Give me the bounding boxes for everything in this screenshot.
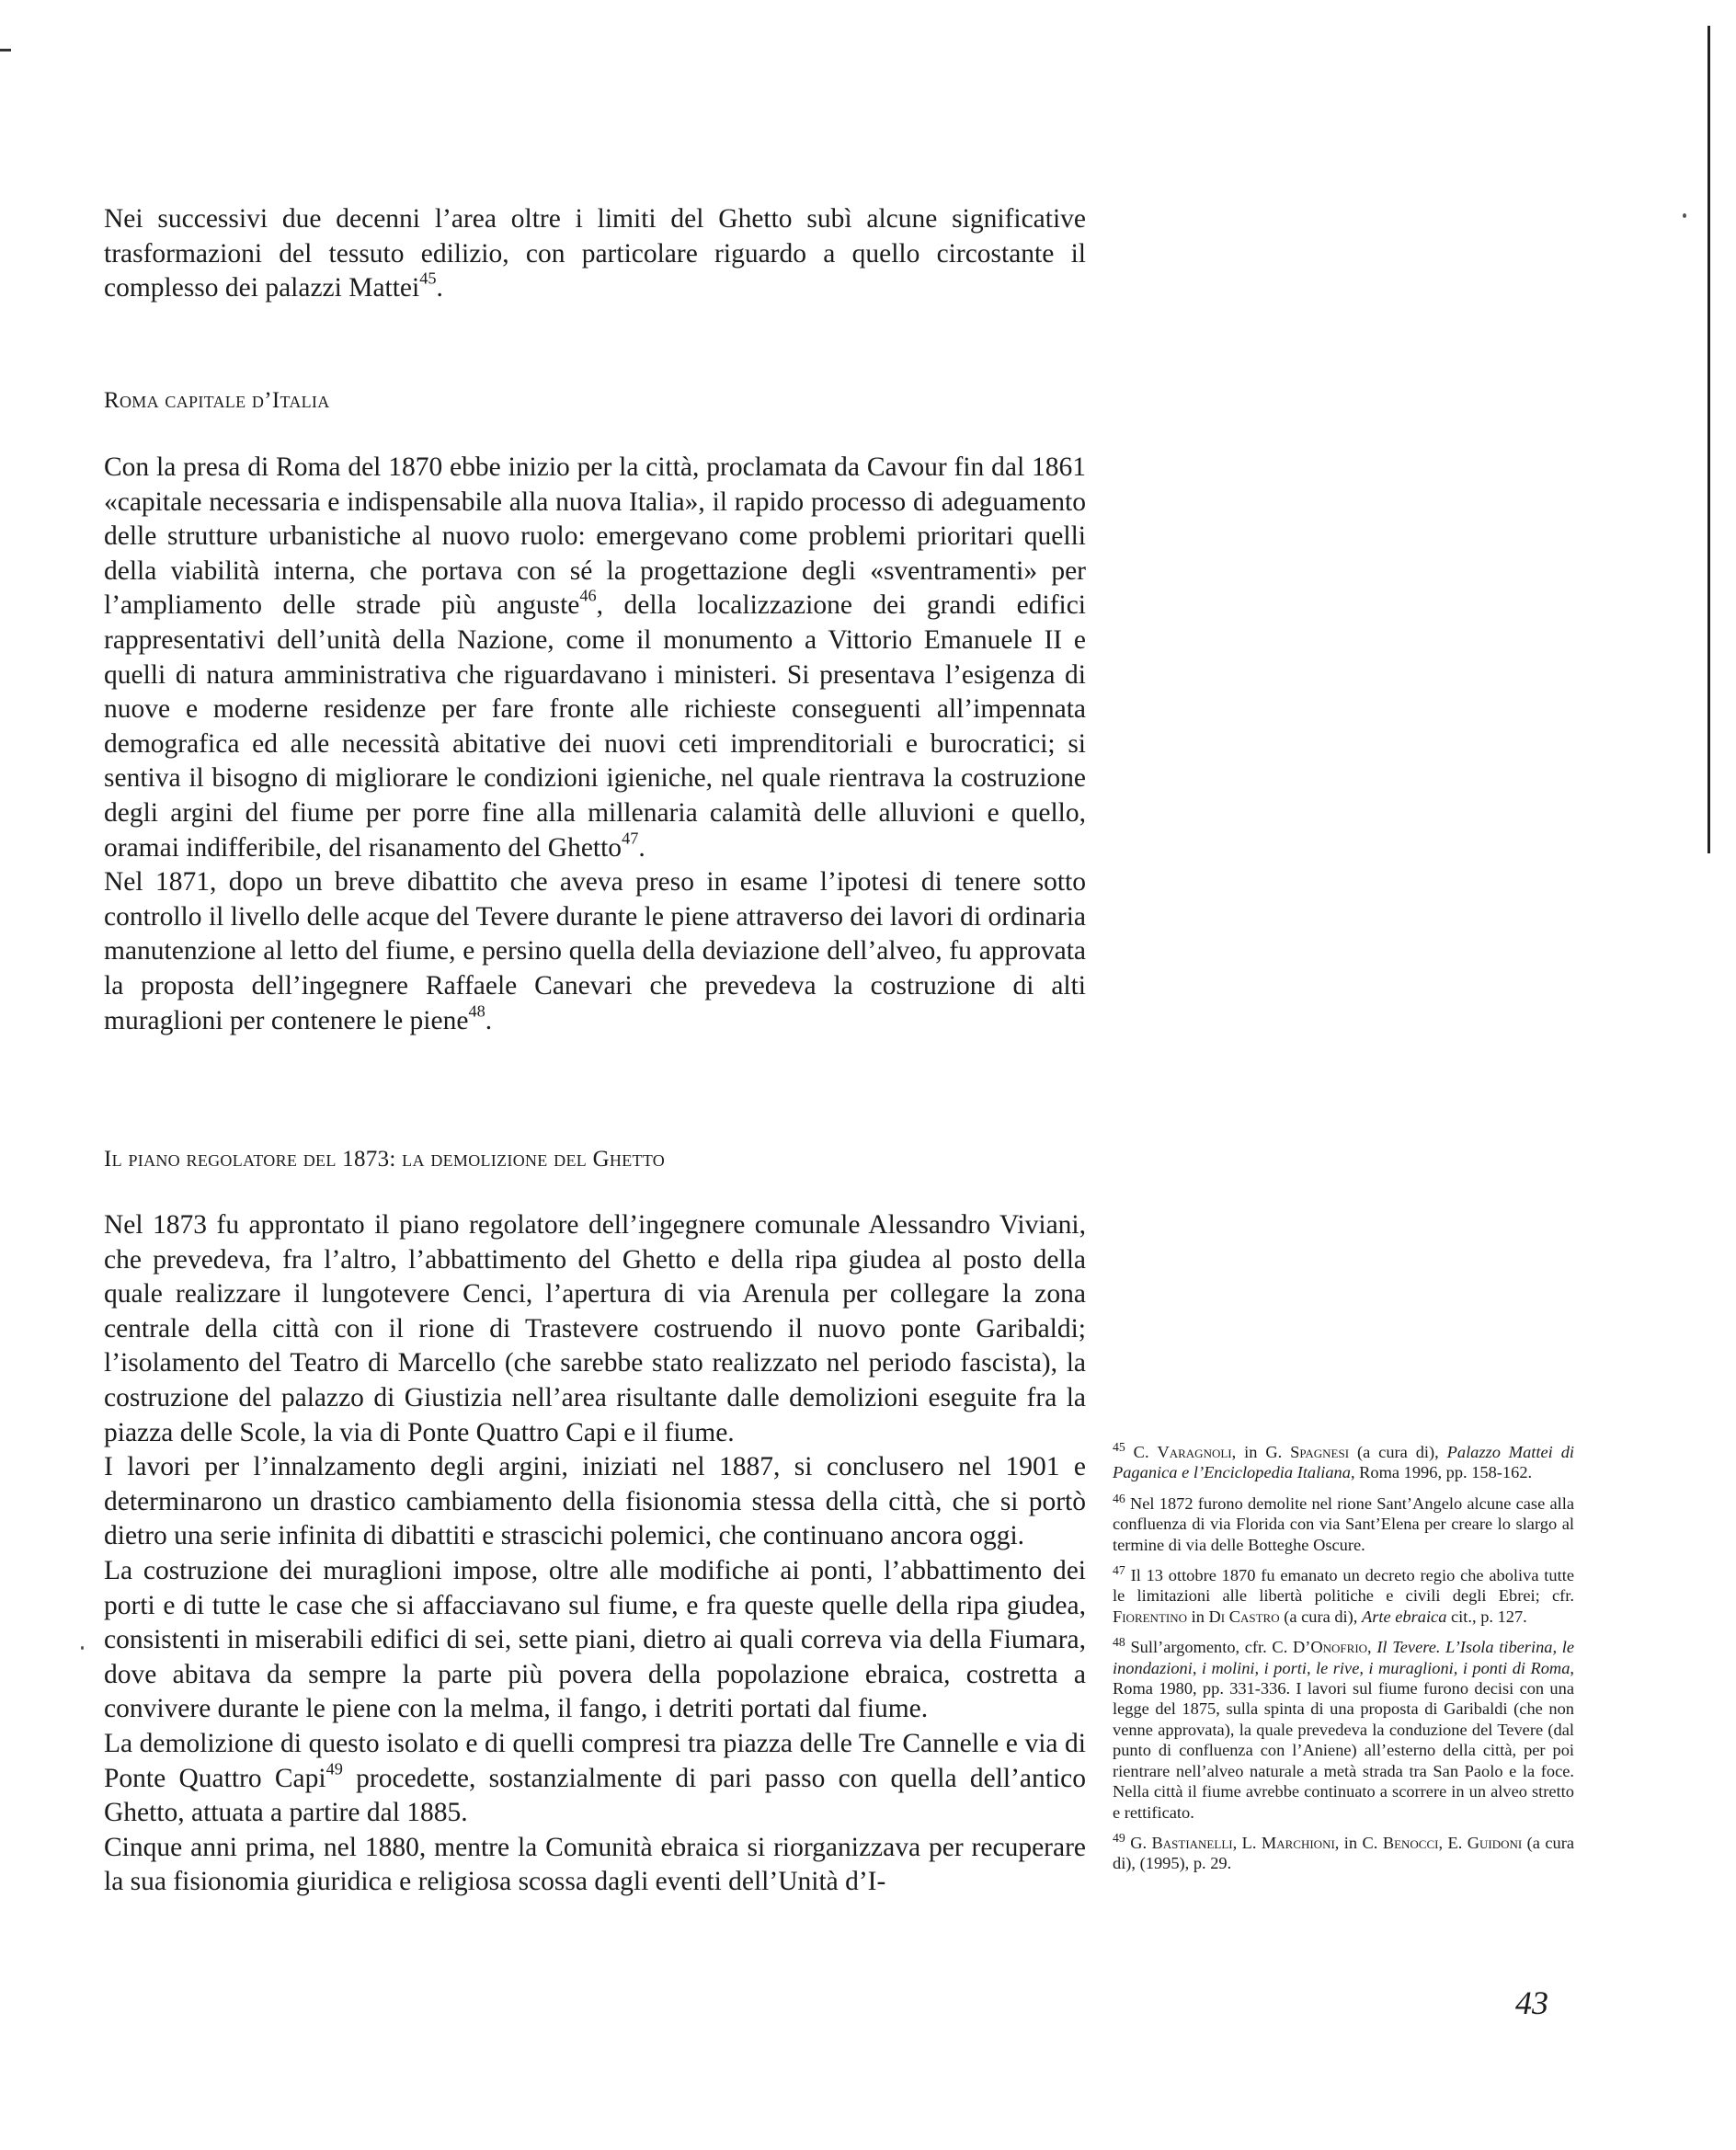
paragraph: La costruzione dei muraglioni impose, oltre alle modifiche ai ponti, l’abbattimento dei porti e di tutte le case che si affacciavano sul fiume, e fra queste quelle della ripa giudea, consistenti in miserabili edifici di sei, sette piani, dietro ai quali correva via della Fiumara, dove abitava da sempre la parte più povera della popolazione ebraica, costretta a convivere durante le piene con la melma, il fango, i detriti portati dal fiume. — [104, 1555, 1086, 1724]
intro-paragraph: Nei successivi due decenni l’area oltre i limiti del Ghetto subì alcune significative trasformazioni del tessuto edilizio, con particolare riguardo a quello circostante il complesso dei palazzi Mattei$^{45}$. — [104, 204, 1086, 303]
scan-speck — [1683, 213, 1686, 218]
footnote-49: $^{49}$ G. Bastianelli, L. Marchioni, in C. Benocci, E. Guidoni (a cura di), (1995), p. 29. — [1113, 1831, 1575, 1873]
footnote-45: $^{45}$ C. Varagnoli, in G. Spagnesi (a cura di), Palazzo Mattei di Paganica e l’Enciclopedia Italiana, Roma 1996, pp. 158-162. — [1113, 1440, 1575, 1482]
scan-speck — [81, 1646, 84, 1650]
intro-block — [104, 202, 1086, 306]
footnote-ref-49[interactable]: 49 — [326, 1758, 343, 1778]
paragraph: Cinque anni prima, nel 1880, mentre la Comunità ebraica si riorganizzava per recuperare la sua fisionomia giuridica e religiosa scossa dagli eventi dell’Unità d’I- — [104, 1832, 1086, 1897]
section-heading-piano-regolatore: Il piano regolatore del 1873: la demolizione del Ghetto — [104, 1147, 666, 1172]
paragraph: Nel 1873 fu approntato il piano regolatore dell’ingegnere comunale Alessandro Viviani, che prevedeva, fra l’altro, l’abbattimento del Ghetto e della ripa giudea al posto della quale realizzare il lungotevere Cenci, l’apertura di via Arenula per collegare la zona centrale della città con il rione di Trastevere costruendo il nuovo ponte Garibaldi; l’isolamento del Teatro di Marcello (che sarebbe stato realizzato nel periodo fascista), la costruzione del palazzo di Giustizia nell’area risultante dalle demolizioni eseguite fra la piazza delle Scole, la via di Ponte Quattro Capi e il fiume. — [104, 1210, 1086, 1447]
paragraph: La demolizione di questo isolato e di quelli compresi tra piazza delle Tre Cannelle e via di Ponte Quattro Capi$^{49}$ procedette, sostanzialmente di pari passo con quella dell’antico Ghetto, attuata a partire dal 1885. — [104, 1728, 1086, 1828]
footnote-ref-48[interactable]: 48 — [468, 1001, 485, 1020]
section-piano-regolatore-body — [104, 1208, 1086, 1900]
paragraph: I lavori per l’innalzamento degli argini, iniziati nel 1887, si conclusero nel 1901 e determinarono un drastico cambiamento della fisionomia stessa della città, che si portò dietro una serie infinita di dibattiti e strascichi polemici, che continuano ancora oggi. — [104, 1452, 1086, 1551]
section-heading-roma-capitale: Roma capitale d’Italia — [104, 388, 330, 413]
footnote-ref-47[interactable]: 47 — [622, 828, 639, 847]
footnote-48: $^{48}$ Sull’argomento, cfr. C. D’Onofrio, Il Tevere. L’Isola tiberina, le inondazioni, i molini, i porti, le rive, i muraglioni, i ponti di Roma, Roma 1980, pp. 331-336. I lavori sul fiume furono decisi con una legge del 1875, sulla spinta di una proposta di Garibaldi (che non venne approvata), la quale prevedeva la conduzione del Tevere (dal punto di confluenza con l’Aniene) all’esterno della città, per poi rientrare nell’alveo naturale a metà strada tra San Paolo e la foce. Nella città il fiume avrebbe continuato a scorrere in un alveo stretto e rettificato. — [1113, 1635, 1574, 1822]
footnotes — [1113, 1442, 1574, 1884]
scan-corner-mark — [0, 49, 11, 51]
footnote-46: $^{46}$ Nel 1872 furono demolite nel rione Sant’Angelo alcune case alla confluenza di via Florida con via Sant’Elena per creare lo slargo al termine di via delle Botteghe Oscure. — [1113, 1491, 1574, 1554]
section-roma-capitale-body — [104, 451, 1086, 1038]
page-number: 43 — [1515, 1984, 1548, 2021]
paragraph: Con la presa di Roma del 1870 ebbe inizio per la città, proclamata da Cavour fin dal 1861 «capitale necessaria e indispensabile alla nuova Italia», il rapido processo di adeguamento delle strutture urbanistiche al nuovo ruolo: emergevano come problemi prioritari quelli della viabilità interna, che portava con sé la progettazione degli «sventramenti» per l’ampliamento delle strade più anguste$^{46}$, della localizzazione dei grandi edifici rappresentativi dell’unità della Nazione, come il monumento a Vittorio Emanuele II e quelli di natura amministrativa che riguardavano i ministeri. Si presentava l’esigenza di nuove e moderne residenze per fare fronte alle richieste conseguenti all’impennata demografica ed alle necessità abitative dei nuovi ceti imprenditoriali e burocratici; si sentiva il bisogno di migliorare le condizioni igieniche, nel quale rientrava la costruzione degli argini del fiume per porre fine alla millenaria calamità delle alluvioni e quello, oramai indifferibile, del risanamento del Ghetto$^{47}$. — [104, 452, 1086, 863]
footnote-ref-45[interactable]: 45 — [419, 269, 437, 288]
paragraph: Nel 1871, dopo un breve dibattito che aveva preso in esame l’ipotesi di tenere sotto controllo il livello delle acque del Tevere durante le piene attraverso dei lavori di ordinaria manutenzione al letto del fiume, e persino quella della deviazione dell’alveo, fu approvata la proposta dell’ingegnere Raffaele Canevari che prevedeva la costruzione di alti muraglioni per contenere le piene$^{48}$. — [104, 867, 1086, 1035]
page-edge-rule — [1707, 26, 1710, 853]
footnote-ref-46[interactable]: 46 — [579, 586, 597, 605]
footnote-47: $^{47}$ Il 13 ottobre 1870 fu emanato un decreto regio che aboliva tutte le limitazioni alle libertà politiche e civili degli Ebrei; cfr. Fiorentino in Di Castro (a cura di), Arte ebraica cit., p. 127. — [1113, 1563, 1574, 1626]
